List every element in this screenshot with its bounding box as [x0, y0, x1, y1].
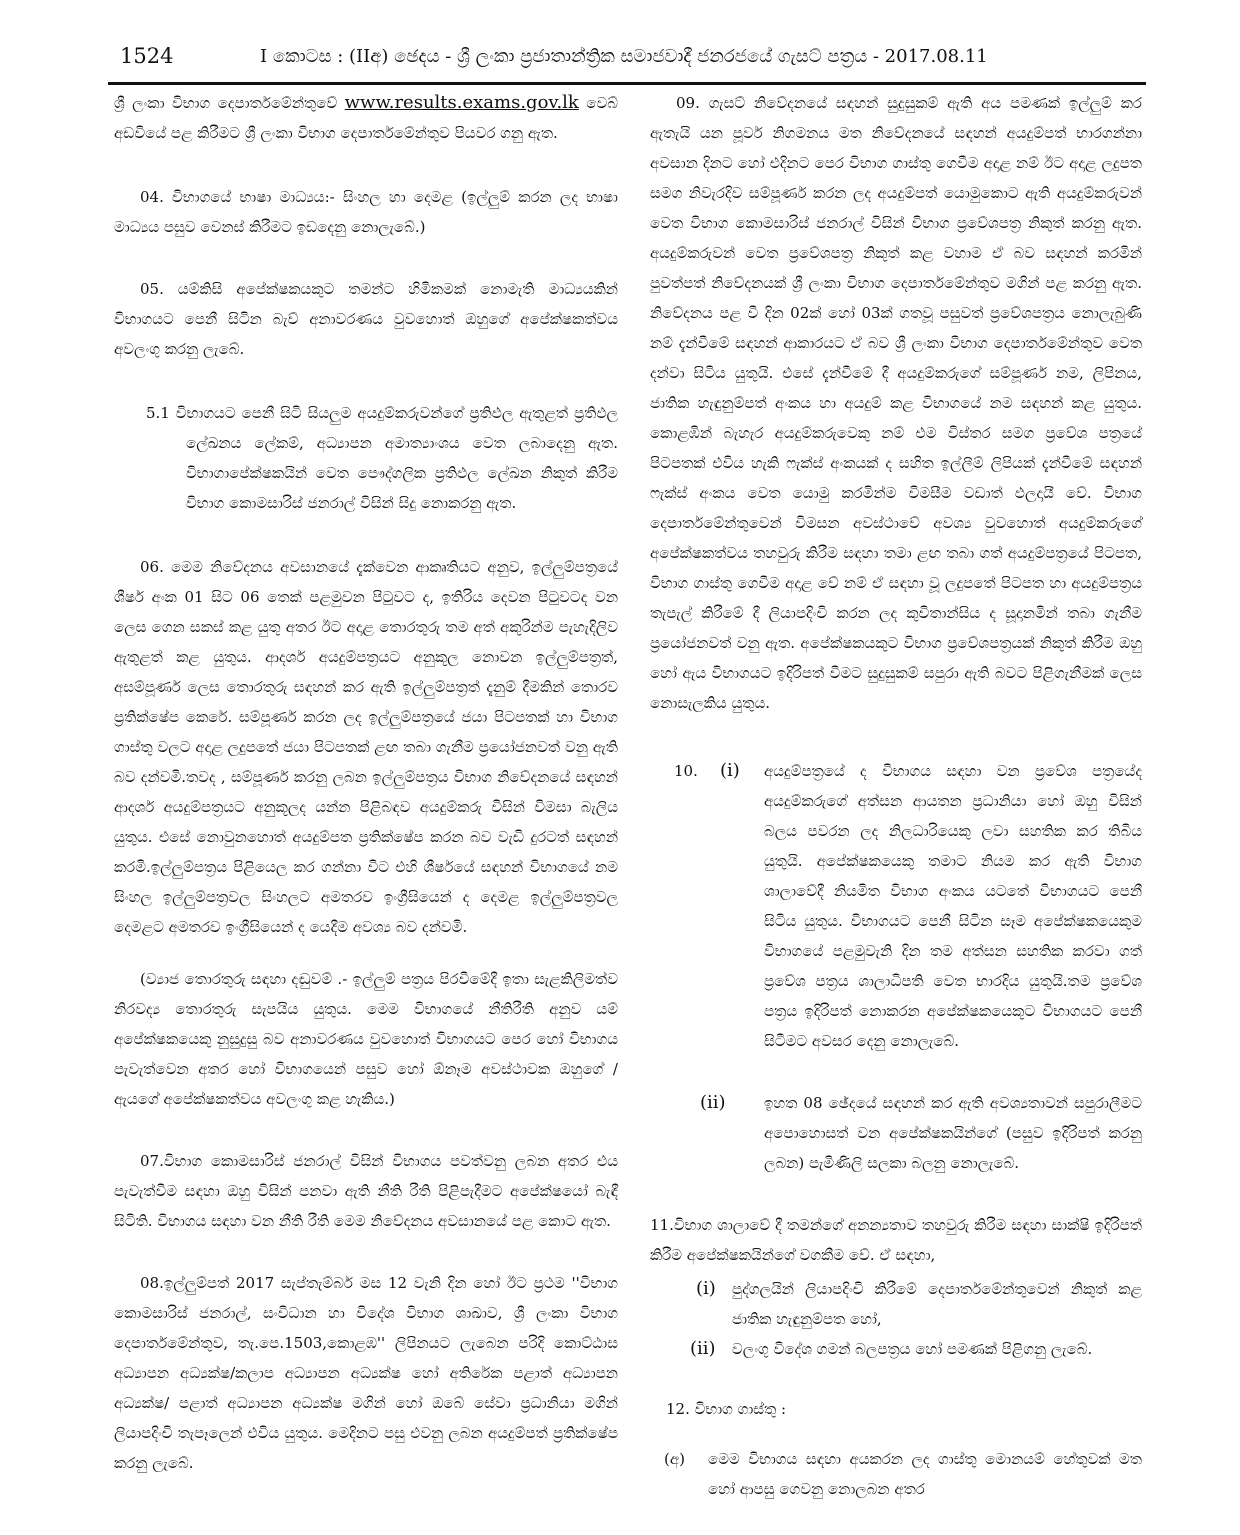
paragraph-12-a-label: (අ)	[664, 1450, 685, 1468]
paragraph-05: 05. යම්කිසි අපේක්ෂකයකුට තමන්ට හිමිකමක් නොමැති මාධ්‍යයකින් විභාගයට පෙනී සිටින බැව් අනාවරණය වුවහොත් ඔහුගේ අපේක්ෂකත්වය අවලංගු කරනු ලැබේ.	[114, 280, 618, 358]
header-title: I කොටස : (IIඅ) ඡෙදය - ශ්‍රී ලංකා ප්‍රජාතාන්ත්‍රික සමාජවාදී ජනරජයේ ගැසට් පත්‍රය - 2017.08.11	[260, 46, 988, 67]
paragraph-5-1: 5.1 විභාගයට පෙනී සිටි සියලුම අයදුම්කරුවන්ගේ ප්‍රතිඵල ඇතුළත් ප්‍රතිඵල ලේඛනය ලේකම්, අධ්‍යාපන අමාත්‍යාංශය වෙත ලබාදෙනු ඇත. විභාගාපේක්ෂකයින් වෙත පෞද්ගලික ප්‍රතිඵල ලේඛන නිකුත් කිරීම විභාග කොමසාරිස් ජනරාල් විසින් සිදු නොකරනු ඇත.	[146, 404, 618, 512]
paragraph-10-ii-label: (ii)	[700, 1092, 726, 1113]
paragraph-12-a: මෙම විභාගය සඳහා අයකරන ලද ගාස්තු මොනයම් හේතුවක් මත හෝ ආපසු ගෙවනු නොලබන අතර	[708, 1450, 1142, 1498]
paragraph-12-a-block	[650, 1444, 1142, 1504]
paragraph-11: 11.විභාග ශාලාවේ දී තමන්ගේ අනන්‍යතාව තහවුරු කිරීම සඳහා සාක්ෂි ඉදිරිපත් කිරීම අපේක්ෂකයින්ගේ වගකීම වේ. ඒ සඳහා,	[650, 1216, 1142, 1264]
paragraph-07: 07.විභාග කොමසාරිස් ජනරාල් විසින් විභාගය පවත්වනු ලබන අතර එය පැවැත්වීම සඳහා ඔහු විසින් පනවා ඇති නීති රීති පිළිපැදීමට අපේක්ෂයෝ බැඳී සිටිති. විභාගය සඳහා වන නීති රීති මෙම නිවේදනය අවසානයේ පළ කොට ඇත.	[114, 1152, 618, 1230]
paragraph-09: 09. ගැසට් නිවේදනයේ සඳහන් සුදුසුකම් ඇති අය පමණක් ඉල්ලුම් කර ඇතැයි යන පූර්ව නිගමනය මත නිවේදනයේ සඳහන් අයදුම්පත් භාරගන්නා අවසාන දිනට හෝ එදිනට පෙර විභාග ගාස්තු ගෙවීම අදාළ නම් ඊට අදාළ ලදුපත සමග නිවැරදිව සම්පූර්ණ කරන ලද අයදුම්පත් යොමුකොට ඇති අයදුම්කරුවන් වෙත විභාග කොමසාරිස් ජනරාල් විසින් විභාග ප්‍රවේශපත්‍ර නිකුත් කරනු ඇත. අයදුම්කරුවන් වෙත ප්‍රවේශපත්‍ර නිකුත් කළ වහාම ඒ බව සඳහන් කරමින් පුවත්පත් නිවේදනයක් ශ්‍රී ලංකා විභාග දෙපාර්තමේන්තුව මගින් පළ කරනු ඇත. නිවේදනය පළ වී දින 02ක් හෝ 03ක් ගතවූ පසුවත් ප්‍රවේශපත්‍රය නොලැබුණි නම් දැන්වීමේ සඳහන් ආකාරයට ඒ බව ශ්‍රී ලංකා විභාග දෙපාර්තමේන්තුව වෙත දන්වා සිටිය යුතුයි. එසේ දැන්වීමේ දී අයදුම්කරුගේ සම්පූර්ණ නම, ලිපිනය, ජාතික හැඳුනුම්පත් අංකය හා අයදුම් කළ විභාගයේ නම සඳහන් කළ යුතුය. කොළඹින් බැහැර අයදුම්කරුවෙකු නම් එම විස්තර සමග ප්‍රවේශ පත්‍රයේ පිටපතක් එවිය හැකි ෆැක්ස් අංකයක් ද සහිත ඉල්ලීම් ලිපියක් දැන්වීමේ සඳහන් ෆැක්ස් අංකය වෙත යොමු කරමින්ම විමසීම වඩාත් ඵලදායී වේ. විභාග දෙපාර්තමේන්තුවෙන් විමසන අවස්ථාවේ අවශ්‍ය වුවහොත් අයදුම්කරුගේ අපේක්ෂකත්වය තහවුරු කිරීම සඳහා තමා ළඟ තබා ගත් අයදුම්පත්‍රයේ පිටපත, විභාග ගාස්තු ගෙවීම අදාළ වේ නම් ඒ සඳහා වූ ලදුපතේ පිටපත හා අයදුම්පත්‍රය තැපැල් කිරීමේ දී ලියාපදිංචි කරන ලද කුවිතාන්සිය ද සූදානමින් තබා ගැනීම ප්‍රයෝජනවත් වනු ඇත. අපේක්ෂකයකුට විභාග ප්‍රවේශපත්‍රයක් නිකුත් කිරීම ඔහු හෝ ඇය විභාගයට ඉදිරිපත් වීමට සුදුසුකම් සපුරා ඇති බවට පිළිගැනීමක් ලෙස නොසැලකිය යුතුය.	[650, 94, 1143, 712]
page-header	[110, 44, 1130, 84]
paragraph-12: 12. විභාග ගාස්තු :	[666, 1400, 787, 1418]
paragraph-04: 04. විභාගයේ භාෂා මාධ්‍යය:- සිංහල හා දෙමළ (ඉල්ලුම් කරන ලද භාෂා මාධ්‍යය පසුව වෙනස් කිරීමට ඉඩදෙනු නොලැබේ.)	[114, 188, 618, 236]
paragraph-11-i: පුද්ගලයින් ලියාපදිංචි කිරීමේ දෙපාර්තමේන්තුවෙන් නිකුත් කළ ජාතික හැඳුනුම්පත හෝ,	[732, 1280, 1142, 1328]
paragraph-06: 06. මෙම නිවේදනය අවසානයේ දැක්වෙන ආකෘතියට අනුව, ඉල්ලුම්පත්‍රයේ ශීර්ෂ අංක 01 සිට 06 තෙක් පළමුවන පිටුවට ද, ඉතිරිය දෙවන පිටුවටද වන ලෙස ගෙන සකස් කළ යුතු අතර ඊට අදාළ තොරතුරු තම අත් අකුරින්ම පැහැදිලිව ඇතුළත් කළ යුතුය. ආදර්ශ අයදුම්පත්‍රයට අනුකූල නොවන ඉල්ලුම්පත්‍රත්, අසම්පූර්ණ ලෙස තොරතුරු සඳහන් කර ඇති ඉල්ලුම්පත්‍රත් දැනුම් දීමකින් තොරව ප්‍රතික්ෂේප කෙරේ. සම්පූර්ණ කරන ලද ඉල්ලුම්පත්‍රයේ ජයා පිටපතක් හා විභාග ගාස්තු වලට අදාළ ලදුපතේ ජයා පිටපතක් ළඟ තබා ගැනීම ප්‍රයෝජනවත් වනු ඇති බව දන්වමි.තවද , සම්පූර්ණ කරනු ලබන ඉල්ලුම්පත්‍රය විභාග නිවේදනයේ සඳහන් ආදර්ශ අයදුම්පත්‍රයට අනුකූලද යන්න පිළිබඳව අයදුම්කරු විසින් විමසා බැලිය යුතුය. එසේ නොවුනහොත් අයදුම්පත ප්‍රතික්ෂේප කරන බව වැඩි දුරටත් සඳහන් කරමි.ඉල්ලුම්පත්‍රය පිළියෙල කර ගන්නා විට එහි ශීර්ෂයේ සඳහන් විභාගයේ නම සිංහල ඉල්ලුම්පත්‍රවල සිංහලට අමතරව ඉංග්‍රීසියෙන් ද දෙමළ ඉල්ලුම්පත්‍රවල දෙමළට අමතරව ඉංග්‍රීසියෙන් ද යෙදීම අවශ්‍ය බව දන්වමි.	[114, 558, 618, 936]
paragraph-10-ii-block	[650, 1088, 1142, 1178]
paragraph-11-ii: වලංගු විදේශ ගමන් බලපත්‍රය හෝ පමණක් පිළිගනු ලැබේ.	[732, 1340, 1093, 1358]
left-column	[114, 88, 618, 1478]
paragraph-08: 08.ඉල්ලුම්පත් 2017 සැප්තැම්බර් මස 12 වැනි දින හෝ ඊට ප්‍රථම ''විභාග කොමසාරිස් ජනරාල්, සංවිධාන හා විදේශ විභාග ශාඛාව, ශ්‍රී ලංකා විභාග දෙපාර්තමේන්තුව, තැ.පෙ.1503,කොළඹ'' ලිපිනයට ලැබෙන පරිදි කොට්ඨාස අධ්‍යාපන අධ්‍යක්ෂ/කලාප අධ්‍යාපන අධ්‍යක්ෂ හෝ අතිරේක පළාත් අධ්‍යාපන අධ්‍යක්ෂ/ පළාත් අධ්‍යාපන අධ්‍යක්ෂ මගින් හෝ ඔබේ සේවා ප්‍රධානියා මගින් ලියාපදිංචි තැපෑලෙන් එවිය යුතුය. මෙදිනට පසු එවනු ලබන අයදුම්පත් ප්‍රතික්ෂේප කරනු ලැබේ.	[114, 1274, 618, 1472]
paragraph-11-i-block	[650, 1274, 1142, 1334]
right-column	[650, 88, 1142, 1504]
paragraph-10-i-label: (i)	[720, 760, 740, 781]
intro-text-a: ශ්‍රී ලංකා විභාග දෙපාර්තමේන්තුවේ	[114, 94, 338, 112]
intro-text-b: වෙබ් අඩවියේ පළ කිරීමට ශ්‍රී ලංකා විභාග දෙපාර්තමේන්තුව පියවර ගනු ඇත.	[114, 94, 618, 142]
paragraph-false-info-penalty: (ව්‍යාජ තොරතුරු සඳහා දඬුවම් .- ඉල්ලුම් පත්‍රය පිරවීමේදී ඉතා සැළකිලිමත්ව නිරවද්‍ය තොරතුරු සැපයිය යුතුය. මෙම විභාගයේ නීතිරීති අනුව යම් අපේක්ෂකයෙකු නුසුදුසු බව අනාවරණය වුවහොත් විභාගයට පෙර හෝ විභාගය පැවැත්වෙන අතර හෝ විභාගයෙන් පසුව හෝ ඕනෑම අවස්ථාවක ඔහුගේ /ඇයගේ අපේක්ෂකත්වය අවලංගු කළ හැකිය.)	[114, 970, 618, 1108]
page-number: 1524	[120, 44, 174, 68]
paragraph-10-number: 10.	[674, 762, 698, 780]
paragraph-11-ii-block	[650, 1334, 1142, 1364]
header-rule	[108, 82, 1146, 85]
paragraph-intro	[114, 88, 618, 148]
paragraph-10-i: අයදුම්පත්‍රයේ ද විභාගය සඳහා වන ප්‍රවේශ පත්‍රයේද අයදුම්කරුගේ අත්සන ආයතන ප්‍රධානියා හෝ ඔහු විසින් බලය පවරන ලද නිලධාරියෙකු ලවා සහතික කර තිබිය යුතුයි. අපේක්ෂකයෙකු තමාට නියම කර ඇති විභාග ශාලාවේදී නියමිත විභාග අංකය යටතේ විභාගයට පෙනී සිටිය යුතුය. විභාගයට පෙනී සිටින සෑම අපේක්ෂකයෙකුම විභාගයේ පළමුවැනි දින තම අත්සන සහතික කරවා ගත් ප්‍රවේශ පත්‍රය ශාලාධිපති වෙත භාරදිය යුතුයි.තම ප්‍රවේශ පත්‍රය ඉදිරිපත් නොකරන අපේක්ෂකයෙකුට විභාගයට පෙනී සිටීමට අවසර දෙනු නොලැබේ.	[764, 762, 1142, 1050]
paragraph-11-i-label: (i)	[696, 1278, 716, 1299]
paragraph-11-ii-label: (ii)	[690, 1338, 716, 1359]
results-website-link[interactable]: www.results.exams.gov.lk	[344, 92, 579, 113]
paragraph-10	[650, 756, 1142, 1056]
paragraph-10-ii: ඉහත 08 ඡේදයේ සඳහන් කර ඇති අවශ්‍යතාවන් සපුරාලීමට අපොහොසත් වන අපේක්ෂකයින්ගේ (පසුව ඉදිරිපත් කරනු ලබන) පැමිණිලි සලකා බලනු නොලැබේ.	[764, 1094, 1142, 1172]
